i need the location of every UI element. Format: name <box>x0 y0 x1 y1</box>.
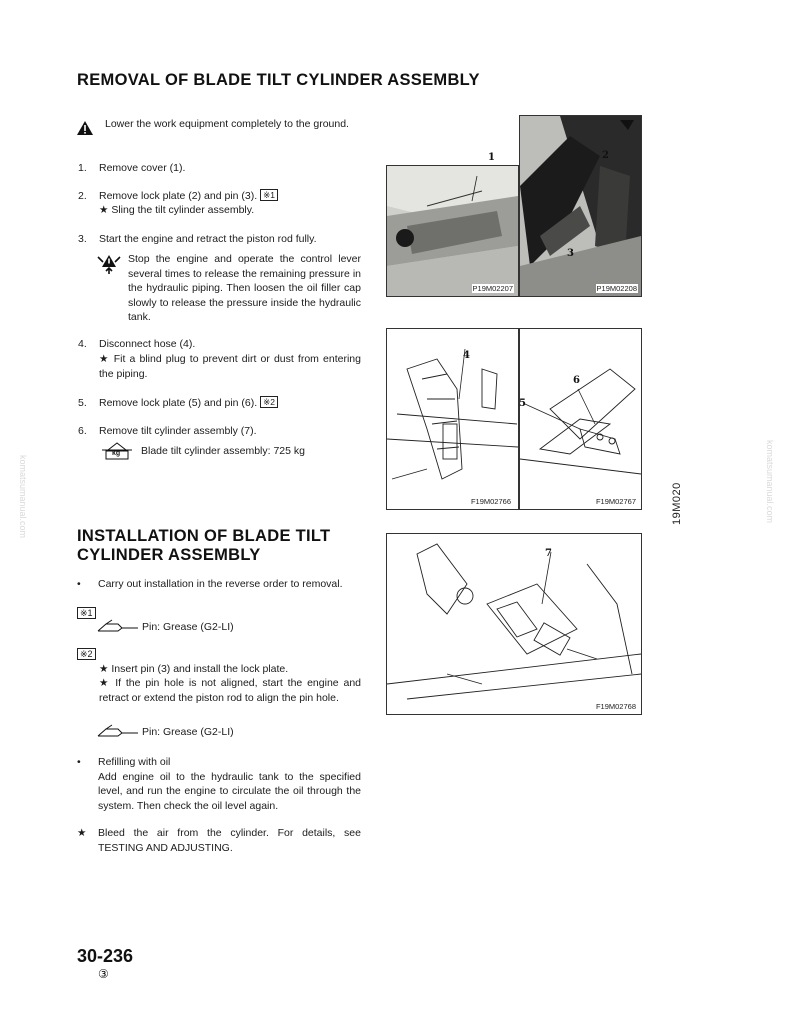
figure-caption-5: F19M02768 <box>595 702 636 711</box>
callout-4: 4 <box>463 350 470 361</box>
star-icon: ★ <box>99 663 112 675</box>
callout-6: 6 <box>573 375 580 386</box>
watermark-right: komatsumanual.com <box>765 440 775 524</box>
ref-mark-1: ※1 <box>260 189 278 201</box>
ref-mark-2-install: ※2 <box>77 645 96 663</box>
star-icon: ★ <box>77 827 87 839</box>
star-icon: ★ <box>99 204 112 216</box>
removal-title: REMOVAL OF BLADE TILT CYLINDER ASSEMBLY <box>77 71 480 89</box>
figure-caption-2: P19M02208 <box>596 284 637 293</box>
weight-text: Blade tilt cylinder assembly: 725 kg <box>141 445 305 457</box>
install-bullet-2: Refilling with oil Add engine oil to the hydraulic tank to the specified level, and run the engine to circulate the oil through the system. Then check the oil level again. <box>98 756 361 812</box>
weight-icon: kg <box>100 440 134 460</box>
callout-1: 1 <box>488 152 495 163</box>
callout-2: 2 <box>602 150 609 161</box>
install-star-1: ★ Insert pin (3) and install the lock plate. <box>99 663 289 675</box>
figure-drawing-4 <box>519 328 642 510</box>
bullet-icon: • <box>77 756 81 768</box>
watermark-left: komatsumanual.com <box>18 455 28 539</box>
figure-caption-1: P19M02207 <box>472 284 513 293</box>
install-bullet-1: Carry out installation in the reverse order to removal. <box>98 578 343 590</box>
figure-drawing-3 <box>386 328 519 510</box>
warning-text: Lower the work equipment completely to the ground. <box>105 118 349 130</box>
callout-3: 3 <box>567 248 574 259</box>
callout-7: 7 <box>545 548 552 559</box>
installation-title: INSTALLATION OF BLADE TILT CYLINDER ASSEMBLY <box>77 527 331 564</box>
side-code: 19M020 <box>671 482 683 525</box>
grease-text-2: Pin: Grease (G2-LI) <box>142 726 234 738</box>
figure-photo-1 <box>386 165 519 297</box>
grease-icon <box>96 619 140 638</box>
figure-caption-4: F19M02767 <box>595 497 636 506</box>
step-3-caution: Stop the engine and operate the control lever several times to release the remaining pressure in the hydraulic piping. Then loosen the oil filler cap slowly to release the pressure inside the hydraulic tank. <box>128 253 361 323</box>
grease-text-1: Pin: Grease (G2-LI) <box>142 621 234 633</box>
ref-mark-2: ※2 <box>260 396 278 408</box>
star-icon: ★ <box>99 353 114 365</box>
bullet-icon: • <box>77 578 81 590</box>
figure-caption-3: F19M02766 <box>470 497 511 506</box>
step-2-note: ★ Sling the tilt cylinder assembly. <box>99 204 255 216</box>
caution-icon <box>96 253 122 280</box>
star-icon: ★ <box>99 677 116 689</box>
install-star-3: Bleed the air from the cylinder. For details, see TESTING AND ADJUSTING. <box>98 827 361 854</box>
figure-drawing-5 <box>386 533 642 715</box>
callout-5: 5 <box>519 398 526 409</box>
grease-icon <box>96 724 140 743</box>
step-4-note: ★ Fit a blind plug to prevent dirt or dust from entering the piping. <box>99 353 361 380</box>
revision-mark: ③ <box>98 967 109 981</box>
figure-photo-2 <box>519 115 642 297</box>
ref-mark-1-install: ※1 <box>77 604 96 622</box>
warning-icon <box>76 120 94 141</box>
page-number: 30-236 <box>77 946 134 966</box>
install-star-2: ★ If the pin hole is not aligned, start the engine and retract or extend the piston rod to align the pin hole. <box>99 677 361 704</box>
